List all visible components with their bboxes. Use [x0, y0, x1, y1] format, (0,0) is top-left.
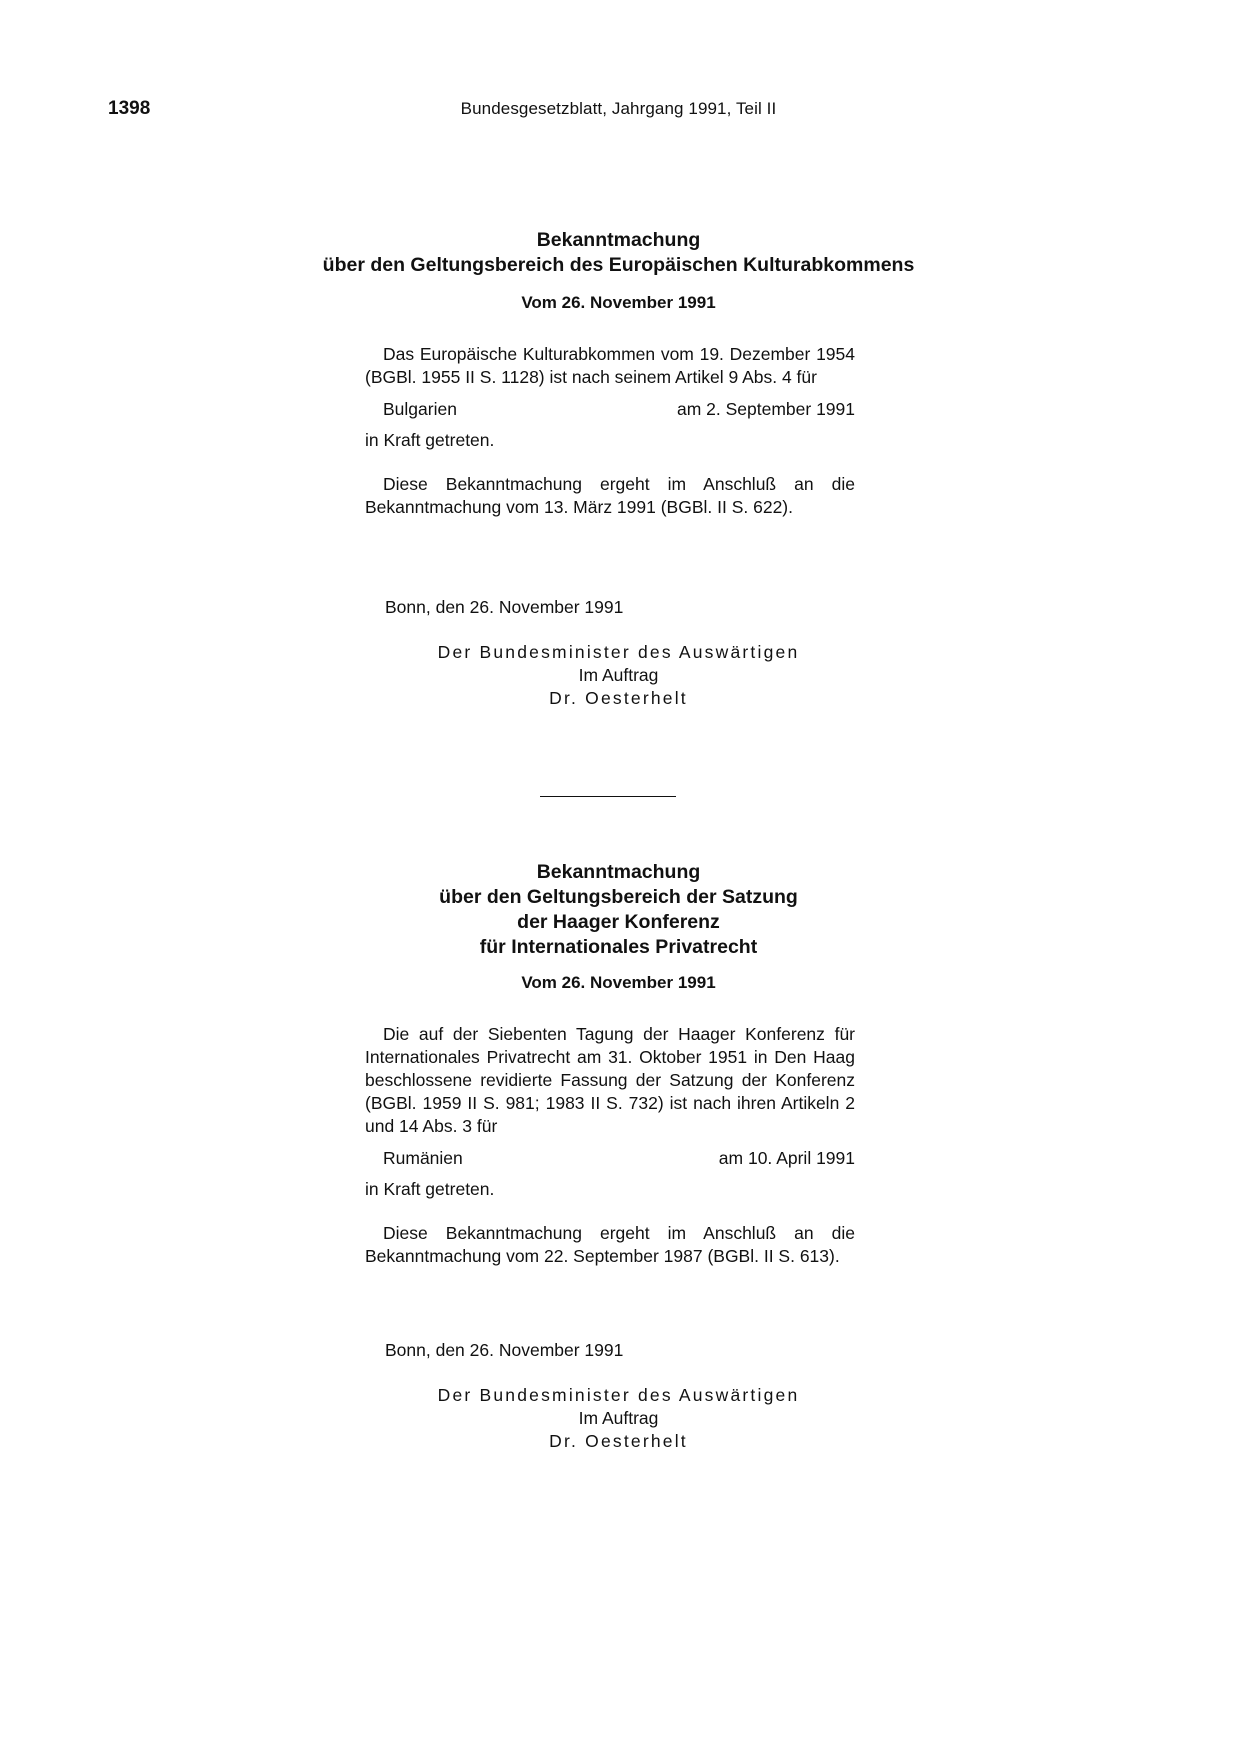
notice2-reference: Diese Bekanntmachung ergeht im Anschluß an die Bekanntmachung vom 22. September 1987 (BGBl. II S. 613). [365, 1223, 855, 1266]
notice2-title-line: für Internationales Privatrecht [479, 936, 758, 958]
notice2-title-line: der Haager Konferenz [517, 911, 720, 933]
notice1-signature-authority: Der Bundesminister des Auswärtigen [437, 642, 800, 662]
notice1-entry-date: am 2. September 1991 [676, 399, 855, 419]
notice1-title-line: über den Geltungsbereich des Europäischen Kulturabkommens [322, 254, 915, 276]
notice2-place-date: Bonn, den 26. November 1991 [385, 1340, 624, 1360]
notice2-signature-on-behalf: Im Auftrag [578, 1408, 659, 1428]
notice1-body [365, 343, 855, 519]
notice1-date-line: Vom 26. November 1991 [521, 293, 716, 312]
notice2-signature-authority: Der Bundesminister des Auswärtigen [437, 1385, 800, 1405]
notice2-date-line: Vom 26. November 1991 [521, 973, 716, 992]
notice1-intro: Das Europäische Kulturabkommen vom 19. Dezember 1954 (BGBl. 1955 II S. 1128) ist nach seinem Artikel 9 Abs. 4 für [365, 344, 855, 387]
notice2-entry-date: am 10. April 1991 [718, 1148, 855, 1168]
page-number: 1398 [108, 98, 151, 119]
notice2-signature [0, 1384, 1237, 1453]
notice1-title [0, 228, 1237, 278]
running-head: Bundesgesetzblatt, Jahrgang 1991, Teil II [460, 99, 777, 118]
notice1-reference: Diese Bekanntmachung ergeht im Anschluß an die Bekanntmachung vom 13. März 1991 (BGBl. II S. 622). [365, 474, 855, 517]
notice1-title-line: Bekanntmachung [536, 229, 701, 251]
notice2-entry-row [365, 1147, 855, 1170]
notice2-title-line: über den Geltungsbereich der Satzung [439, 886, 798, 908]
section-separator [540, 796, 676, 797]
notice1-entry-row [365, 398, 855, 421]
notice1-signature [0, 641, 1237, 710]
notice1-signature-name: Dr. Oesterhelt [549, 688, 688, 708]
notice2-entry-country: Rumänien [383, 1148, 463, 1168]
notice2-body [365, 1023, 855, 1268]
notice1-signature-on-behalf: Im Auftrag [578, 665, 659, 685]
notice2-intro: Die auf der Siebenten Tagung der Haager Konferenz für Internationales Privatrecht am 31. Oktober 1951 in Den Haag beschlossene revidierte Fassung der Satzung der Konferenz (BGBl. 1959 II S. 981; 1983 II S. 732) ist nach ihren Artikeln 2 und 14 Abs. 3 für [365, 1024, 855, 1136]
notice1-in-force: in Kraft getreten. [365, 430, 495, 450]
notice2-title [0, 860, 1237, 960]
notice1-entry-country: Bulgarien [383, 399, 457, 419]
notice2-signature-name: Dr. Oesterhelt [549, 1431, 688, 1451]
notice2-in-force: in Kraft getreten. [365, 1179, 495, 1199]
notice2-title-line: Bekanntmachung [536, 861, 701, 883]
notice1-place-date: Bonn, den 26. November 1991 [385, 597, 624, 617]
